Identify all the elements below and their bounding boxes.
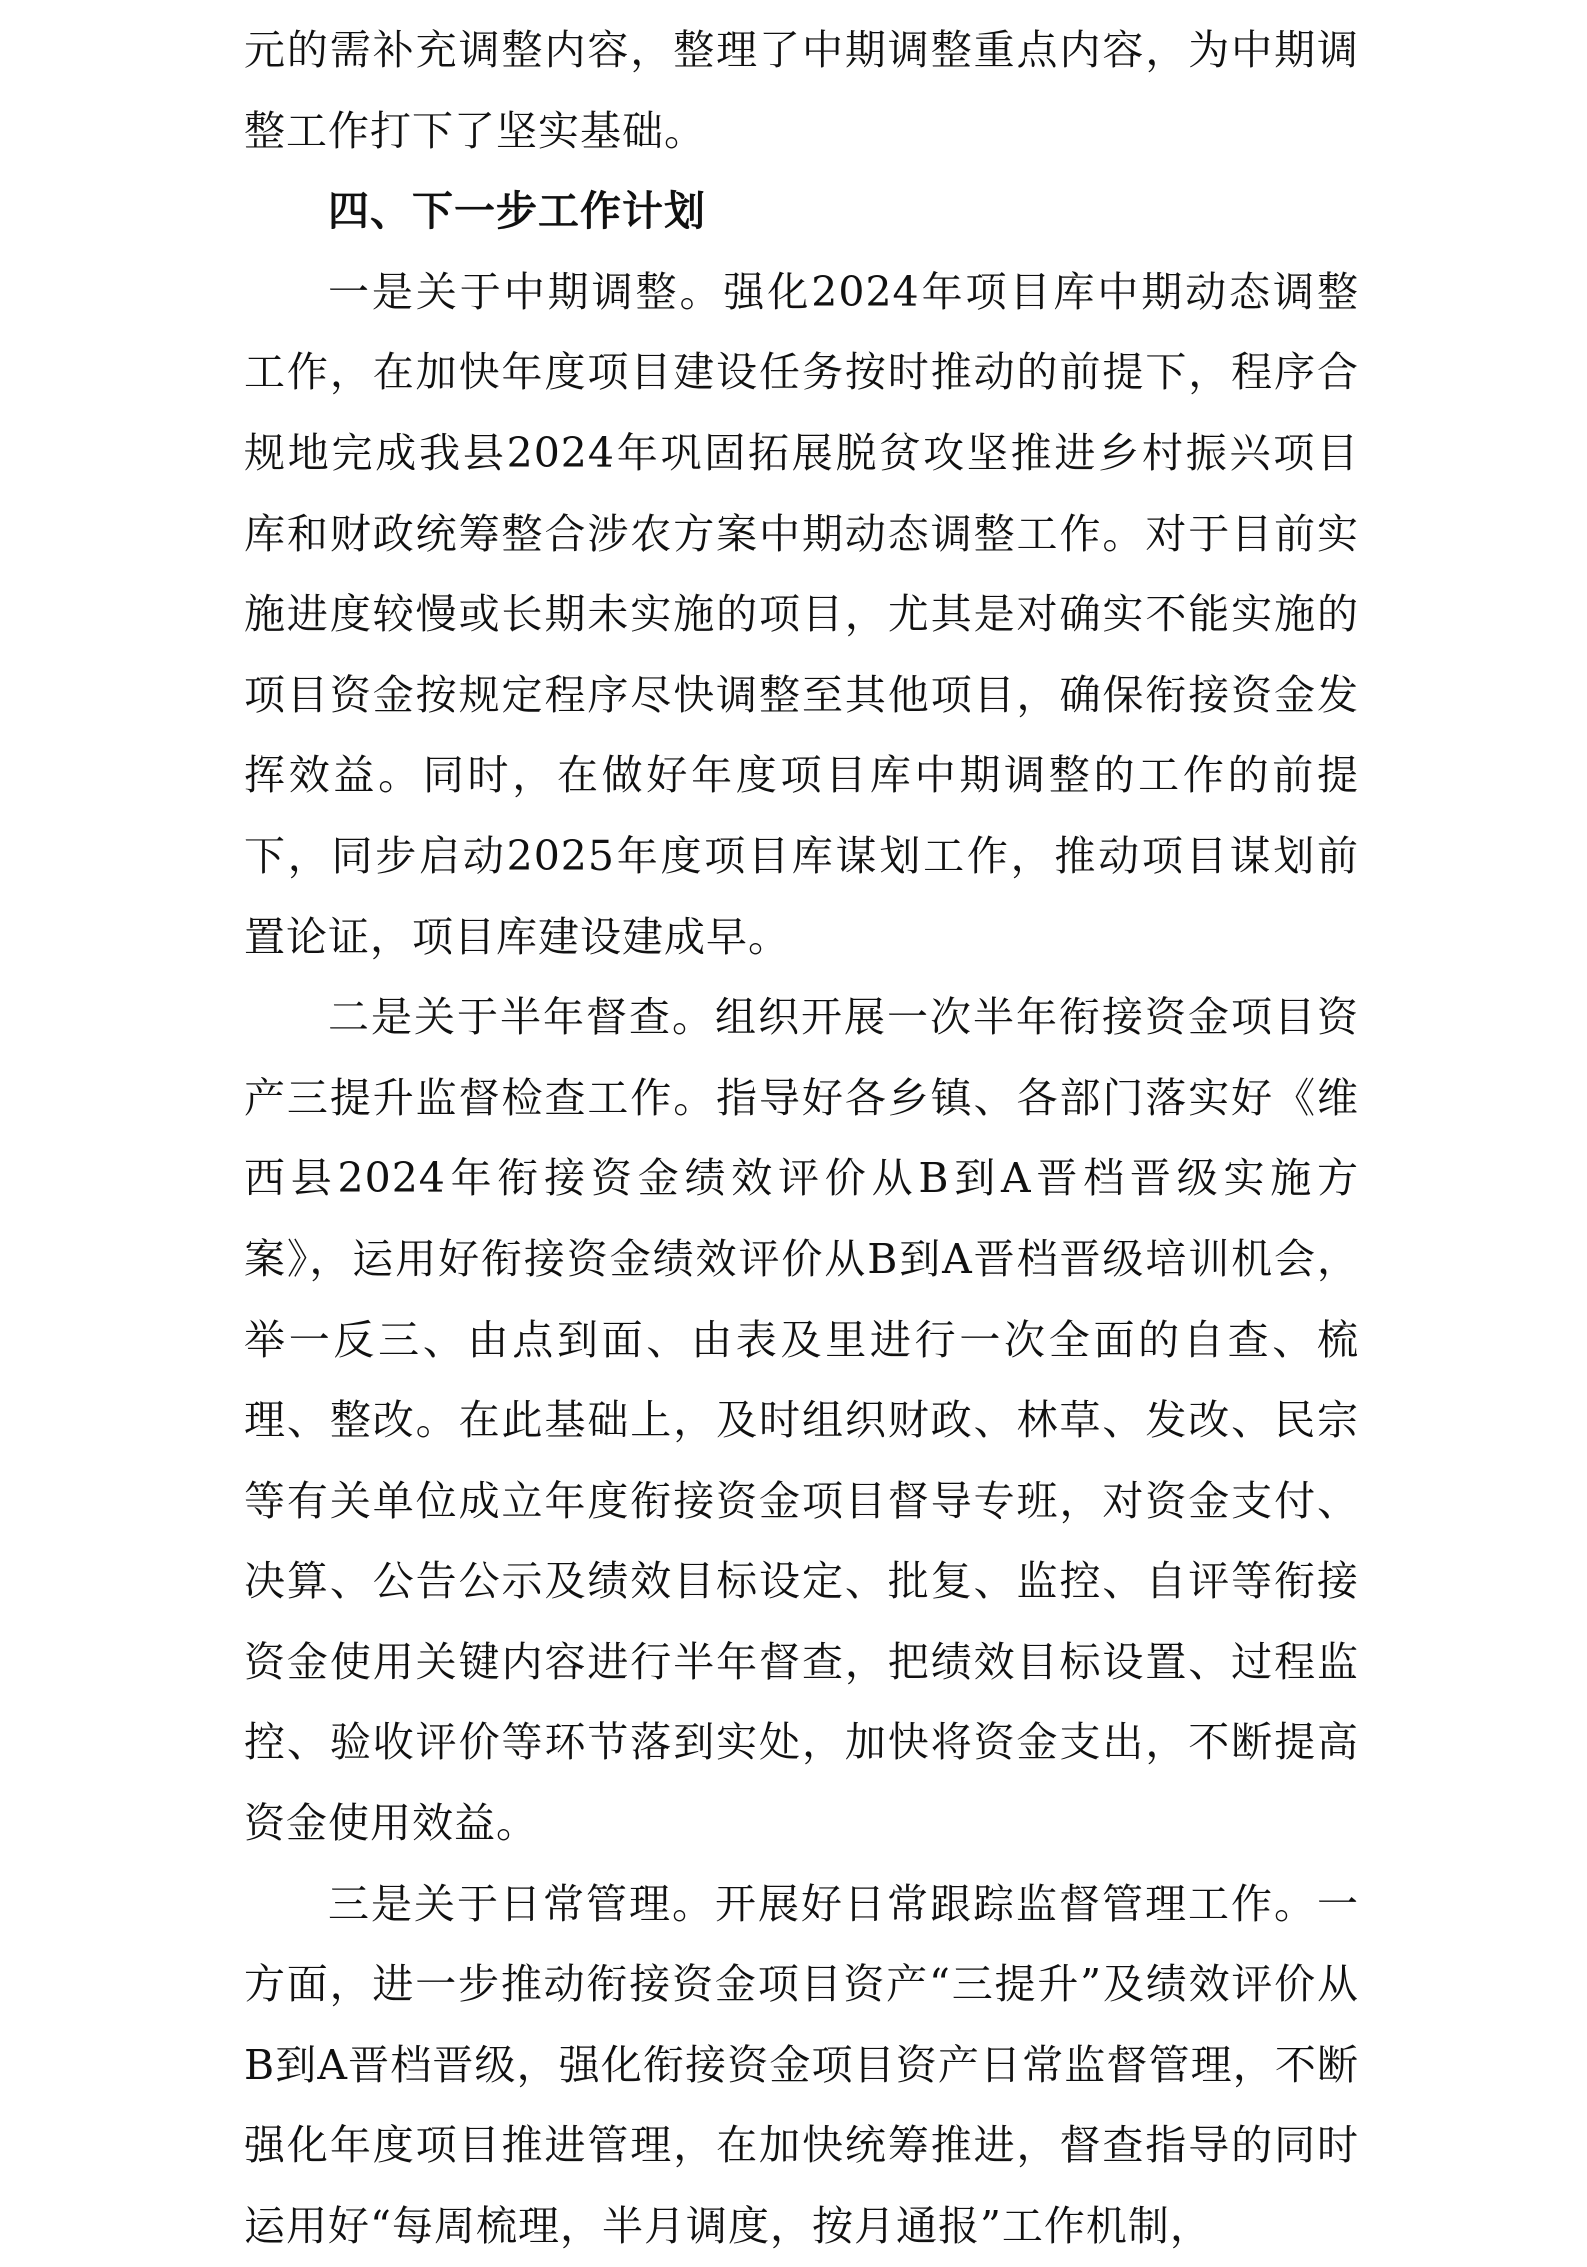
section-heading: 四、下一步工作计划	[328, 187, 706, 236]
continuation-paragraph: 元的需补充调整内容，整理了中期调整重点内容，为中期调整工作打下了坚实基础。	[244, 26, 1359, 155]
document-body	[244, 10, 1359, 2267]
paragraph-daily-management: 三是关于日常管理。开展好日常跟踪监督管理工作。一方面，进一步推动衔接资金项目资产“三提升”及绩效评价从B到A晋档晋级，强化衔接资金项目资产日常监督管理，不断强化年度项目推进管理，在加快统筹推进，督查指导的同时运用好“每周梳理，半月调度，按月通报”工作机制，	[244, 1879, 1359, 2251]
paragraph-half-year-inspection: 二是关于半年督查。组织开展一次半年衔接资金项目资产三提升监督检查工作。指导好各乡镇、各部门落实好《维西县2024年衔接资金绩效评价从B到A晋档晋级实施方案》，运用好衔接资金绩效评价从B到A晋档晋级培训机会，举一反三、由点到面、由表及里进行一次全面的自查、梳理、整改。在此基础上，及时组织财政、林草、发改、民宗等有关单位成立年度衔接资金项目督导专班，对资金支付、决算、公告公示及绩效目标设定、批复、监控、自评等衔接资金使用关键内容进行半年督查，把绩效目标设置、过程监控、验收评价等环节落到实处，加快将资金支出，不断提高资金使用效益。	[244, 993, 1359, 1848]
paragraph-mid-term-adjustment: 一是关于中期调整。强化2024年项目库中期动态调整工作，在加快年度项目建设任务按时推动的前提下，程序合规地完成我县2024年巩固拓展脱贫攻坚推进乡村振兴项目库和财政统筹整合涉农方案中期动态调整工作。对于目前实施进度较慢或长期未实施的项目，尤其是对确实不能实施的项目资金按规定程序尽快调整至其他项目，确保衔接资金发挥效益。同时，在做好年度项目库中期调整的工作的前提下，同步启动2025年度项目库谋划工作，推动项目谋划前置论证，项目库建设建成早。	[244, 267, 1359, 961]
